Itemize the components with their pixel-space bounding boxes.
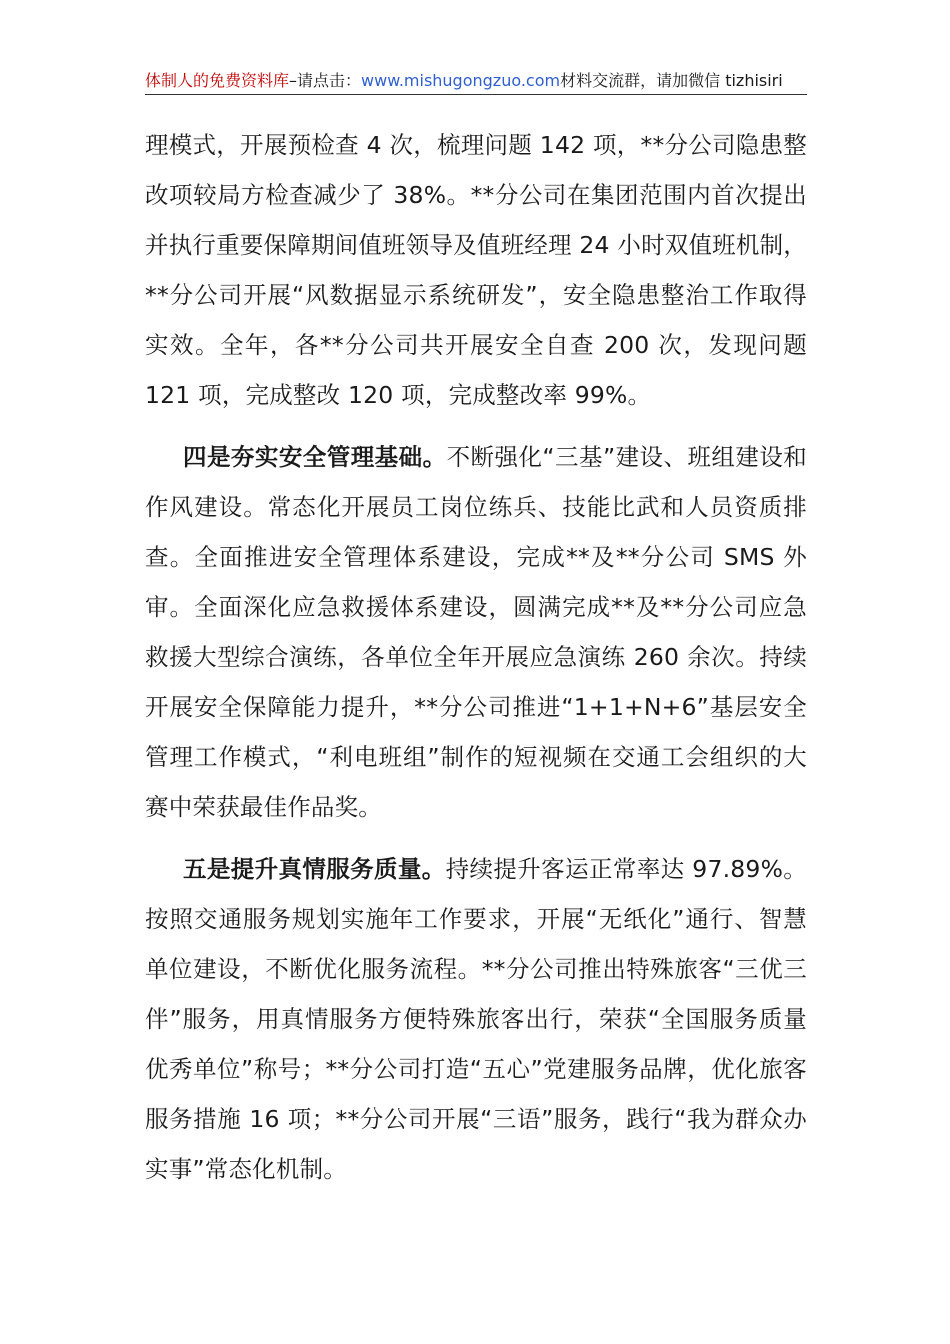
paragraph-continued bbox=[145, 120, 807, 420]
document-body bbox=[145, 120, 807, 1194]
paragraph-heading: 四是夯实安全管理基础。 bbox=[183, 443, 447, 471]
paragraph-text: 持续提升客运正常率达 97.89%。按照交通服务规划实施年工作要求，开展“无纸化”通行、智慧单位建设，不断优化服务流程。**分公司推出特殊旅客“三优三伴”服务，用真情服务方便特殊旅客出行，荣获“全国服务质量优秀单位”称号；**分公司打造“五心”党建服务品牌，优化旅客服务措施 16 项；**分公司开展“三语”服务，践行“我为群众办实事”常态化机制。 bbox=[145, 855, 808, 1183]
header-brand: 体制人的免费资料库 bbox=[145, 71, 290, 90]
header-link[interactable]: www.mishugongzuo.com bbox=[361, 71, 561, 90]
paragraph-heading: 五是提升真情服务质量。 bbox=[183, 855, 446, 883]
paragraph-service-quality bbox=[145, 844, 807, 1194]
header-prompt: –请点击： bbox=[289, 71, 362, 90]
paragraph-text: 理模式，开展预检查 4 次，梳理问题 142 项，**分公司隐患整改项较局方检查减少了 38%。**分公司在集团范围内首次提出并执行重要保障期间值班领导及值班经理 24 小时双值班机制，**分公司开展“风数据显示系统研发”，安全隐患整治工作取得实效。全年，各**分公司共开展安全自查 200 次，发现问题 121 项，完成整改 120 项，完成整改率 99%。 bbox=[145, 131, 807, 409]
page-header bbox=[145, 68, 807, 95]
paragraph-text: 不断强化“三基”建设、班组建设和作风建设。常态化开展员工岗位练兵、技能比武和人员资质排查。全面推进安全管理体系建设，完成**及**分公司 SMS 外审。全面深化应急救援体系建设，圆满完成**及**分公司应急救援大型综合演练，各单位全年开展应急演练 260 余次。持续开展安全保障能力提升，**分公司推进“1+1+N+6”基层安全管理工作模式，“利电班组”制作的短视频在交通工会组织的大赛中荣获最佳作品奖。 bbox=[145, 443, 807, 821]
paragraph-safety-foundation bbox=[145, 432, 807, 832]
header-contact: 材料交流群，请加微信 tizhisiri bbox=[560, 71, 783, 90]
